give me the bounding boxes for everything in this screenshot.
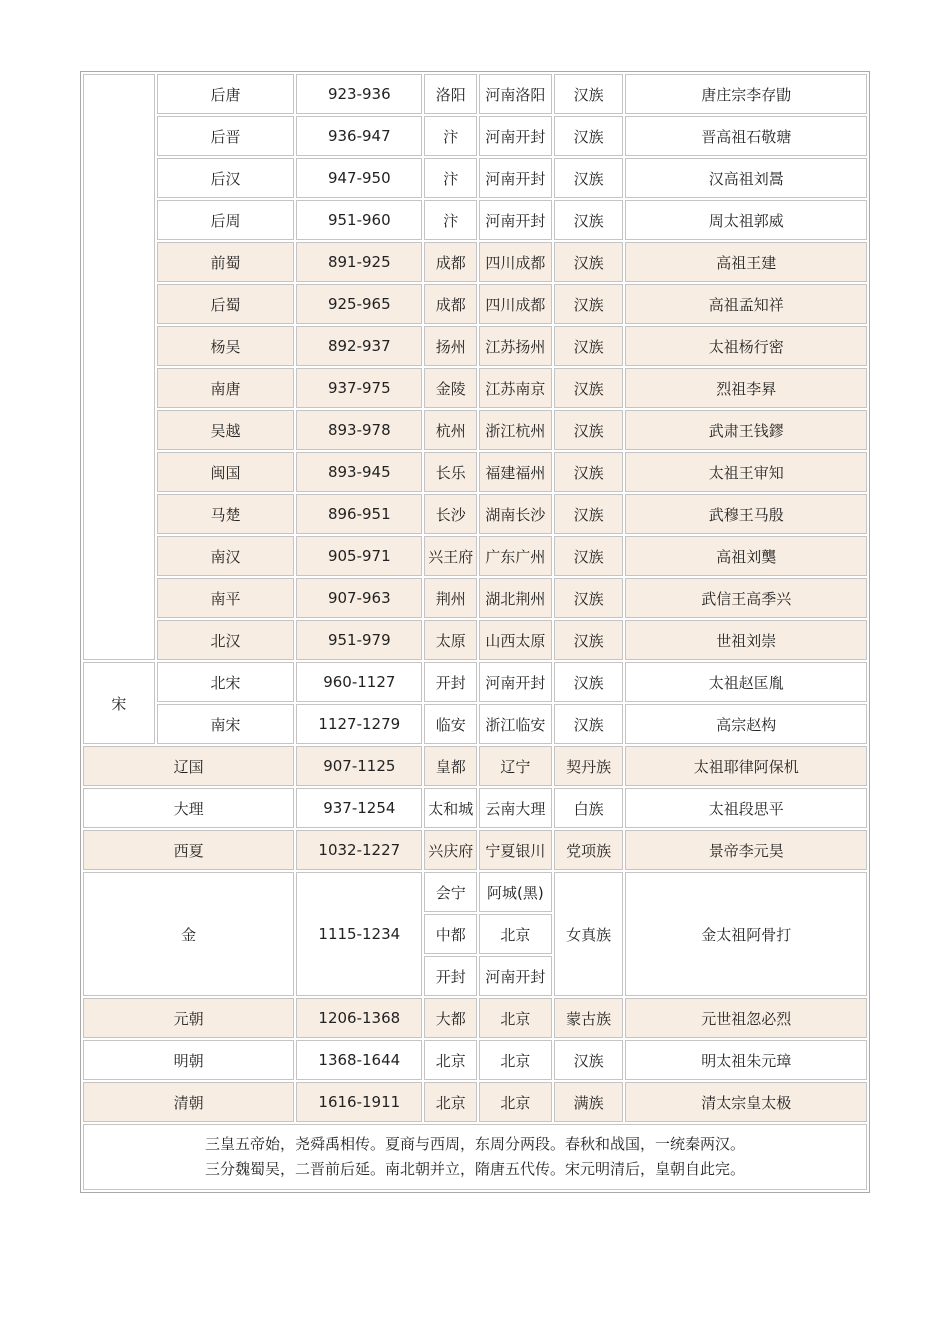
dynasty-ethnic: 汉族 [554,116,624,156]
dynasty-years: 893-978 [296,410,422,450]
dynasty-capital: 成都 [424,284,477,324]
table-row [83,242,867,282]
dynasty-capital: 北京 [424,1082,477,1122]
dynasty-years: 951-979 [296,620,422,660]
table-row [83,1040,867,1080]
dynasty-founder: 汉高祖刘暠 [625,158,867,198]
dynasty-capital: 中都 [424,914,477,954]
dynasty-ethnic: 党项族 [554,830,624,870]
dynasty-modern: 河南开封 [479,956,552,996]
dynasty-capital: 兴庆府 [424,830,477,870]
dynasty-ethnic: 汉族 [554,158,624,198]
dynasty-capital: 荆州 [424,578,477,618]
dynasty-ethnic: 汉族 [554,494,624,534]
dynasty-capital: 开封 [424,662,477,702]
dynasty-years: 896-951 [296,494,422,534]
dynasty-modern: 江苏南京 [479,368,552,408]
dynasty-founder: 景帝李元昊 [625,830,867,870]
dynasty-modern: 北京 [479,998,552,1038]
dynasty-modern: 河南开封 [479,158,552,198]
dynasty-years: 907-1125 [296,746,422,786]
dynasty-name: 北汉 [157,620,294,660]
dynasty-years: 937-1254 [296,788,422,828]
dynasty-capital: 大都 [424,998,477,1038]
poem-line1: 三皇五帝始，尧舜禹相传。夏商与西周，东周分两段。春秋和战国，一统秦两汉。 [204,1135,745,1153]
table-row [83,830,867,870]
table-row [83,536,867,576]
dynasty-years: 951-960 [296,200,422,240]
table-row [83,74,867,114]
dynasty-capital: 会宁 [424,872,477,912]
dynasty-capital: 杭州 [424,410,477,450]
dynasty-capital: 北京 [424,1040,477,1080]
dynasty-founder: 太祖赵匡胤 [625,662,867,702]
dynasty-years: 1368-1644 [296,1040,422,1080]
dynasty-capital: 金陵 [424,368,477,408]
table-row [83,998,867,1038]
table-row [83,620,867,660]
dynasty-years: 936-947 [296,116,422,156]
dynasty-ethnic: 汉族 [554,620,624,660]
dynasty-founder: 周太祖郭威 [625,200,867,240]
dynasty-modern: 辽宁 [479,746,552,786]
dynasty-capital: 长沙 [424,494,477,534]
dynasty-ethnic: 汉族 [554,368,624,408]
dynasty-capital: 洛阳 [424,74,477,114]
table-row [83,158,867,198]
dynasty-capital: 太原 [424,620,477,660]
dynasty-capital: 汴 [424,200,477,240]
dynasty-modern: 浙江杭州 [479,410,552,450]
dynasty-founder: 元世祖忽必烈 [625,998,867,1038]
dynasty-ethnic: 汉族 [554,200,624,240]
table-row [83,200,867,240]
dynasty-modern: 阿城(黑) [479,872,552,912]
dynasty-ethnic: 满族 [554,1082,624,1122]
dynasty-founder: 唐庄宗李存勖 [625,74,867,114]
dynasty-name: 马楚 [157,494,294,534]
dynasty-years: 947-950 [296,158,422,198]
table-row [83,116,867,156]
dynasty-name: 南汉 [157,536,294,576]
dynasty-ethnic: 汉族 [554,410,624,450]
dynasty-capital: 成都 [424,242,477,282]
dynasty-name: 大理 [83,788,294,828]
dynasty-modern: 宁夏银川 [479,830,552,870]
dynasty-modern: 山西太原 [479,620,552,660]
dynasty-years: 1206-1368 [296,998,422,1038]
dynasty-ethnic: 汉族 [554,536,624,576]
dynasty-ethnic: 汉族 [554,242,624,282]
dynasty-founder: 太祖杨行密 [625,326,867,366]
dynasty-modern: 四川成都 [479,242,552,282]
table-row [83,746,867,786]
dynasty-modern: 浙江临安 [479,704,552,744]
table-row [83,368,867,408]
dynasty-founder: 太祖王审知 [625,452,867,492]
dynasty-ethnic: 汉族 [554,284,624,324]
dynasty-ethnic: 女真族 [554,872,624,996]
dynasty-years: 905-971 [296,536,422,576]
dynasty-name: 辽国 [83,746,294,786]
table-row [83,326,867,366]
dynasty-name: 后蜀 [157,284,294,324]
dynasty-founder: 太祖耶律阿保机 [625,746,867,786]
dynasty-modern: 北京 [479,1082,552,1122]
dynasty-capital: 太和城 [424,788,477,828]
dynasty-modern: 河南洛阳 [479,74,552,114]
dynasty-modern: 四川成都 [479,284,552,324]
dynasty-ethnic: 汉族 [554,74,624,114]
dynasty-modern: 云南大理 [479,788,552,828]
dynasty-ethnic: 汉族 [554,704,624,744]
table-row [83,1124,867,1190]
dynasty-modern: 湖北荆州 [479,578,552,618]
dynasty-founder: 金太祖阿骨打 [625,872,867,996]
dynasty-founder: 太祖段思平 [625,788,867,828]
dynasty-founder: 高宗赵构 [625,704,867,744]
dynasty-name: 后晋 [157,116,294,156]
dynasty-modern: 北京 [479,1040,552,1080]
poem-line2: 三分魏蜀吴，二晋前后延。南北朝并立，隋唐五代传。宋元明清后，皇朝自此完。 [204,1160,745,1178]
table-row [83,284,867,324]
dynasty-years: 937-975 [296,368,422,408]
dynasty-name: 闽国 [157,452,294,492]
dynasty-ethnic: 白族 [554,788,624,828]
dynasty-capital: 兴王府 [424,536,477,576]
group-cell-song: 宋 [83,662,155,744]
dynasty-founder: 武穆王马殷 [625,494,867,534]
dynasty-name: 后周 [157,200,294,240]
table-row [83,578,867,618]
dynasty-years: 1115-1234 [296,872,422,996]
dynasty-name: 元朝 [83,998,294,1038]
dynasty-founder: 晋高祖石敬瑭 [625,116,867,156]
dynasty-founder: 高祖刘龑 [625,536,867,576]
dynasty-years: 893-945 [296,452,422,492]
table-row [83,662,867,702]
dynasty-founder: 高祖王建 [625,242,867,282]
dynasty-name: 清朝 [83,1082,294,1122]
dynasty-name: 前蜀 [157,242,294,282]
table-row [83,410,867,450]
dynasty-ethnic: 汉族 [554,452,624,492]
dynasty-years: 1127-1279 [296,704,422,744]
dynasty-ethnic: 契丹族 [554,746,624,786]
dynasty-name: 南唐 [157,368,294,408]
dynasty-name: 吴越 [157,410,294,450]
dynasty-ethnic: 汉族 [554,578,624,618]
dynasty-capital: 皇都 [424,746,477,786]
dynasty-modern: 广东广州 [479,536,552,576]
dynasty-name: 杨吴 [157,326,294,366]
dynasty-founder: 武肃王钱鏐 [625,410,867,450]
dynasty-modern: 河南开封 [479,200,552,240]
dynasty-capital: 开封 [424,956,477,996]
dynasty-founder: 武信王高季兴 [625,578,867,618]
dynasty-name: 南宋 [157,704,294,744]
dynasty-years: 923-936 [296,74,422,114]
dynasty-ethnic: 汉族 [554,1040,624,1080]
dynasty-years: 925-965 [296,284,422,324]
dynasty-years: 1032-1227 [296,830,422,870]
dynasty-founder: 清太宗皇太极 [625,1082,867,1122]
dynasty-ethnic: 汉族 [554,326,624,366]
table-row [83,1082,867,1122]
dynasty-modern: 北京 [479,914,552,954]
dynasty-table-body [83,74,867,1190]
group-cell-blank [83,74,155,660]
dynasty-modern: 江苏扬州 [479,326,552,366]
poem-cell [83,1124,867,1190]
dynasty-years: 960-1127 [296,662,422,702]
table-row [83,452,867,492]
dynasty-name: 金 [83,872,294,996]
dynasty-capital: 扬州 [424,326,477,366]
dynasty-table [80,71,870,1193]
dynasty-modern: 湖南长沙 [479,494,552,534]
dynasty-founder: 高祖孟知祥 [625,284,867,324]
dynasty-name: 北宋 [157,662,294,702]
dynasty-years: 1616-1911 [296,1082,422,1122]
dynasty-name: 西夏 [83,830,294,870]
dynasty-modern: 河南开封 [479,116,552,156]
dynasty-years: 892-937 [296,326,422,366]
dynasty-founder: 世祖刘崇 [625,620,867,660]
dynasty-founder: 烈祖李昪 [625,368,867,408]
dynasty-name: 明朝 [83,1040,294,1080]
dynasty-capital: 汴 [424,116,477,156]
table-row [83,872,867,912]
dynasty-years: 891-925 [296,242,422,282]
table-row [83,788,867,828]
dynasty-years: 907-963 [296,578,422,618]
dynasty-name: 南平 [157,578,294,618]
dynasty-name: 后唐 [157,74,294,114]
dynasty-capital: 临安 [424,704,477,744]
dynasty-name: 后汉 [157,158,294,198]
table-row [83,704,867,744]
dynasty-capital: 长乐 [424,452,477,492]
dynasty-modern: 河南开封 [479,662,552,702]
dynasty-capital: 汴 [424,158,477,198]
dynasty-ethnic: 汉族 [554,662,624,702]
table-row [83,494,867,534]
dynasty-modern: 福建福州 [479,452,552,492]
dynasty-founder: 明太祖朱元璋 [625,1040,867,1080]
dynasty-ethnic: 蒙古族 [554,998,624,1038]
